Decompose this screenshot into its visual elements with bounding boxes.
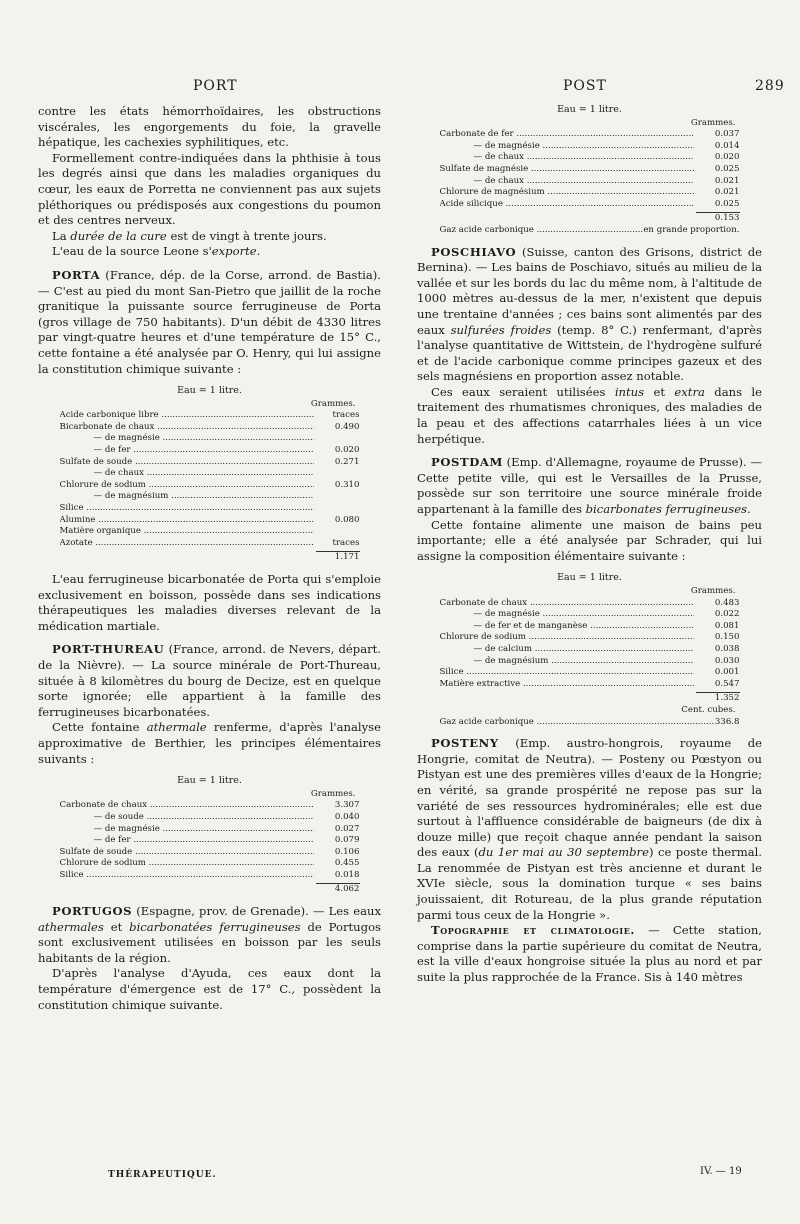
table-row <box>440 609 740 621</box>
table-caption: Eau = 1 litre. <box>557 104 622 115</box>
analysis-table <box>440 104 740 237</box>
row-value: 0.455 <box>334 858 360 869</box>
row-value: 0.080 <box>334 514 360 525</box>
table-total: 0.153 <box>714 213 740 224</box>
row-label: Chlorure de sodium ..... <box>60 858 314 870</box>
table-row <box>60 445 360 457</box>
row-label: — de fer et de manganèse ..... <box>440 621 694 633</box>
row-label: — de magnésium ..... <box>440 656 694 668</box>
row-label: Gaz acide carbonique ..... <box>440 717 715 729</box>
row-label: — de fer ..... <box>60 445 314 457</box>
table-row <box>60 835 360 847</box>
table-unit: Cent. cubes. <box>681 704 736 715</box>
paragraph: Cette fontaine alimente une maison de bains peu importante; elle a été analysée par Schrader, qui lui assigne la composition élémentaire suivante : <box>417 517 762 563</box>
row-label: Gaz acide carbonique ..... <box>440 225 644 237</box>
table-row <box>60 491 360 503</box>
row-value: 0.014 <box>714 140 740 151</box>
subsection-heading: Topographie et climatologie. <box>431 923 636 938</box>
paragraph: D'après l'analyse d'Ayuda, ces eaux dont la température d'émergence est de 17° C., possèdent la constitution chimique suivante. <box>38 966 381 1012</box>
row-value: 0.079 <box>334 835 360 846</box>
table-unit: Grammes. <box>310 788 356 799</box>
table-row <box>60 468 360 480</box>
row-value: 0.037 <box>714 129 740 140</box>
row-label: Silice ..... <box>60 503 314 515</box>
row-value: en grande proportion. <box>643 224 740 235</box>
table-row <box>440 598 740 610</box>
row-value: 3.307 <box>334 800 360 811</box>
row-value: 0.025 <box>714 198 740 209</box>
paragraph: contre les états hémorrhoïdaires, les obstructions viscérales, les engorgements du foie, la gravelle hépatique, les cachexies syphilitiques, etc. <box>38 104 381 150</box>
row-label: Carbonate de chaux ..... <box>60 800 314 812</box>
paragraph: Formellement contre-indiquées dans la phthisie à tous les degrés ainsi que dans les maladies organiques du cœur, les eaux de Porretta ne conviennent pas aux sujets pléthoriques ou prédisposés aux congestions du poumon et des centres nerveux. <box>38 150 381 228</box>
table-total: 1.171 <box>334 552 360 563</box>
table-row <box>60 515 360 527</box>
subsection-topographie: Topographie et climatologie. — Cette station, comprise dans la partie supérieure du comitat de Neutra, est la ville d'eaux hongroise située la plus au nord et par suite la plus rapprochée de la France. Sis à 140 mètres <box>417 923 762 985</box>
table-row <box>60 433 360 445</box>
row-label: Silice ..... <box>60 870 314 882</box>
table-row <box>60 480 360 492</box>
analysis-table <box>60 775 360 896</box>
right-column <box>417 104 762 986</box>
row-value: 0.483 <box>714 597 740 608</box>
row-value: 0.150 <box>714 632 740 643</box>
table-row <box>440 667 740 679</box>
row-label: Chlorure de magnésium ..... <box>440 187 694 199</box>
row-label: — de calcium ..... <box>440 644 694 656</box>
table-row <box>60 824 360 836</box>
row-label: — de magnésie ..... <box>60 433 314 445</box>
row-label: Carbonate de fer ..... <box>440 129 694 141</box>
entry-heading: PORTUGOS <box>52 904 133 919</box>
row-value: traces <box>332 537 360 548</box>
row-value: 0.018 <box>334 869 360 880</box>
table-row <box>60 847 360 859</box>
row-value: 336.8 <box>714 716 740 727</box>
table-row <box>60 870 360 882</box>
table-total: 4.062 <box>334 884 360 895</box>
row-label: Matière organique ..... <box>60 526 314 538</box>
footer-volume: IV. — 19 <box>700 1166 742 1177</box>
row-label: — de soude ..... <box>60 812 314 824</box>
row-label: — de chaux ..... <box>60 468 314 480</box>
row-label: Azotate ..... <box>60 538 314 550</box>
table-row <box>60 503 360 515</box>
row-value: 0.038 <box>714 643 740 654</box>
table-row <box>440 176 740 188</box>
table-row <box>440 717 740 729</box>
table-caption: Eau = 1 litre. <box>177 775 242 787</box>
entry-port-thureau: PORT-THUREAU (France, arrond. de Nevers, départ. de la Nièvre). — La source minérale de Port-Thureau, située à 8 kilomètres du bourg de Decize, est en quelque sorte ignorée; elle appartient à la famille des ferrugineuses bicarbonatées. <box>38 642 381 719</box>
row-value: 0.040 <box>334 811 360 822</box>
row-label: Carbonate de chaux ..... <box>440 598 694 610</box>
analysis-table <box>60 385 360 564</box>
table-unit: Grammes. <box>690 586 736 596</box>
row-value: traces <box>332 410 360 421</box>
row-value: 0.021 <box>714 187 740 198</box>
entry-postdam: POSTDAM (Emp. d'Allemagne, royaume de Prusse). — Cette petite ville, qui est le Versailles de la Prusse, possède sur son territoire une source minérale froide appartenant à la famille des bicarbonates ferrugineuses. <box>417 455 762 517</box>
row-label: Alumine ..... <box>60 515 314 527</box>
footer-signature: THÉRAPEUTIQUE. <box>108 1170 217 1180</box>
table-unit: Grammes. <box>310 398 356 409</box>
row-label: Sulfate de magnésie ..... <box>440 164 694 176</box>
row-value: 0.027 <box>334 823 360 834</box>
entry-heading: POSTDAM <box>431 455 503 470</box>
table-row <box>440 679 740 691</box>
row-label: — de magnésium ..... <box>60 491 314 503</box>
row-label: Silice ..... <box>440 667 694 679</box>
entry-portugos: PORTUGOS (Espagne, prov. de Grenade). — Les eaux athermales et bicarbonatées ferrugineuses de Portugos sont exclusivement utilisées en boisson par les seuls habitants de la région. <box>38 904 381 965</box>
table-unit: Grammes. <box>690 117 736 128</box>
page-number: 289 <box>755 78 785 94</box>
table-row <box>440 199 740 211</box>
row-label: Sulfate de soude ..... <box>60 847 314 859</box>
row-label: Acide silicique ..... <box>440 199 694 211</box>
row-label: — de chaux ..... <box>440 176 694 188</box>
row-value: 0.081 <box>714 620 740 631</box>
row-value: 0.547 <box>714 678 740 689</box>
table-row <box>60 526 360 538</box>
table-row <box>60 457 360 469</box>
table-row <box>440 187 740 199</box>
row-label: Chlorure de sodium ..... <box>60 480 314 492</box>
row-value: 0.025 <box>714 163 740 174</box>
row-label: — de magnésie ..... <box>440 609 694 621</box>
table-row <box>440 129 740 141</box>
table-total: 1.352 <box>714 693 740 704</box>
table-row <box>60 800 360 812</box>
paragraph: Cette fontaine athermale renferme, d'après l'analyse approximative de Berthier, les principes élémentaires suivants : <box>38 720 381 766</box>
row-label: — de magnésie ..... <box>60 824 314 836</box>
row-value: 0.490 <box>334 421 360 432</box>
row-value: 0.021 <box>714 175 740 186</box>
table-row <box>440 644 740 656</box>
row-value: 0.271 <box>334 456 360 467</box>
row-label: Acide carbonique libre ..... <box>60 410 314 422</box>
row-label: — de fer ..... <box>60 835 314 847</box>
table-row <box>440 656 740 668</box>
table-row <box>440 621 740 633</box>
row-label: Chlorure de sodium ..... <box>440 632 694 644</box>
table-row <box>60 422 360 434</box>
table-caption: Eau = 1 litre. <box>177 385 242 397</box>
table-row <box>60 538 360 550</box>
row-value: 0.001 <box>714 667 740 678</box>
row-value: 0.020 <box>334 445 360 456</box>
table-row <box>60 858 360 870</box>
row-label: — de chaux ..... <box>440 152 694 164</box>
table-row <box>440 164 740 176</box>
row-value: 0.022 <box>714 609 740 620</box>
row-label: Matière extractive ..... <box>440 679 694 691</box>
row-value: 0.106 <box>334 846 360 857</box>
entry-poschiavo: POSCHIAVO (Suisse, canton des Grisons, district de Bernina). — Les bains de Poschiavo, situés au milieu de la vallée et sur les bords du lac du même nom, à l'altitude de 1000 mètres au-dessus de la mer, n'existent que depuis une trentaine d'années ; ces bains sont alimentés par des eaux sulfurées froides (temp. 8° C.) renfermant, d'après l'analyse quantitative de Wittstein, de l'hydrogène sulfuré et de l'acide carbonique comme principes gazeux et des sels magnésiens en proportion assez notable. <box>417 244 762 384</box>
paragraph: L'eau de la source Leone s'exporte. <box>52 244 261 259</box>
row-label: — de magnésie ..... <box>440 141 694 153</box>
table-caption: Eau = 1 litre. <box>557 572 622 584</box>
paragraph: La durée de la cure est de vingt à trente jours. <box>52 228 327 243</box>
entry-porta: PORTA (France, dép. de la Corse, arrond. de Bastia). — C'est au pied du mont San-Pietro que jaillit de la roche granitique la puissante source ferrugineuse de Porta (gros village de 750 habitants). D'un débit de 4330 litres par vingt-quatre heures et d'une température de 15° C., cette fontaine a été analysée par O. Henry, qui lui assigne la constitution chimique suivante : <box>38 267 381 376</box>
table-row <box>60 410 360 422</box>
row-value: 0.310 <box>334 479 360 490</box>
entry-heading: PORTA <box>52 267 101 282</box>
entry-heading: POSTENY <box>431 736 499 751</box>
table-row <box>440 632 740 644</box>
row-label: Bicarbonate de chaux ..... <box>60 422 314 434</box>
table-row <box>60 812 360 824</box>
row-value: 0.030 <box>714 655 740 666</box>
entry-heading: PORT-THUREAU <box>52 642 165 657</box>
table-row <box>440 141 740 153</box>
analysis-table <box>440 572 740 728</box>
running-head-left: PORT <box>193 78 238 94</box>
entry-posteny: POSTENY (Emp. austro-hongrois, royaume de Hongrie, comitat de Neutra). — Posteny ou Pœstyon ou Pistyan est une des premières villes d'eaux de la Hongrie; en vérité, sa grande prospérité ne repose pas sur la variété de ses ressources hydrominérales; elle est due surtout à l'affluence considérable de baigneurs (de dix à douze mille) que reçoit chaque année pendant la saison des eaux (du 1er mai au 30 septembre) ce poste thermal. La renommée de Pistyan est très ancienne et durant le XVIe siècle, sous la domination turque « ses bains jouissaient, dit Rotureau, de la plus grande réputation parmi tous ceux de la Hongrie ». <box>417 736 762 922</box>
paragraph: L'eau ferrugineuse bicarbonatée de Porta qui s'emploie exclusivement en boisson, possède dans ses indications thérapeutiques les maladies diverses relevant de la médication martiale. <box>38 572 381 633</box>
row-label: Sulfate de soude ..... <box>60 457 314 469</box>
running-head-right: POST <box>563 78 607 94</box>
row-value: 0.020 <box>714 152 740 163</box>
entry-heading: POSCHIAVO <box>431 244 517 259</box>
paragraph: Ces eaux seraient utilisées intus et extra dans le traitement des rhumatismes chroniques, des maladies de la peau et des affections catarrhales liées à un vice herpétique. <box>417 384 762 446</box>
table-row <box>440 225 740 237</box>
left-column <box>38 104 381 1013</box>
table-row <box>440 152 740 164</box>
